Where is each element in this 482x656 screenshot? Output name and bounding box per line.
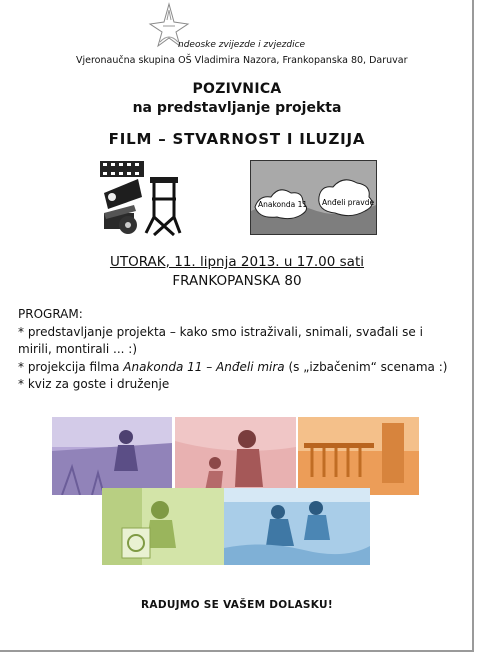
program-item-screening bbox=[18, 359, 458, 377]
program-heading: PROGRAM: bbox=[18, 307, 83, 321]
photo-red bbox=[175, 417, 296, 495]
program-item-quiz: * kviz za goste i druženje bbox=[18, 377, 170, 391]
photo-purple bbox=[52, 417, 172, 495]
film-title: Anakonda 11 – Anđeli mira bbox=[123, 359, 285, 374]
screening-suffix: (s „izbačenim“ scenama :) bbox=[284, 359, 448, 374]
photo-blue bbox=[224, 488, 370, 565]
program-section bbox=[18, 306, 458, 394]
closing-message: RADUJMO SE VAŠEM DOLASKU! bbox=[141, 599, 333, 611]
cloud-label-right: Anđeli pravde bbox=[322, 198, 375, 207]
film-clipart-image bbox=[98, 157, 182, 237]
screening-prefix: * projekcija filma bbox=[18, 359, 124, 374]
event-date-time: UTORAK, 11. lipnja 2013. u 17.00 sati bbox=[109, 254, 365, 270]
org-group: Vjeronaučna skupina OŠ Vladimira Nazora, Frankopanska 80, Daruvar bbox=[76, 55, 408, 66]
org-name: ndeoske zvijezde i zvjezdice bbox=[178, 40, 306, 50]
cloud-label-left: Anakonda 11 bbox=[258, 200, 308, 209]
event-address: FRANKOPANSKA 80 bbox=[172, 273, 302, 289]
photo-green bbox=[102, 488, 224, 565]
invitation-subheading: na predstavljanje projekta bbox=[132, 100, 342, 116]
photo-orange bbox=[298, 417, 419, 495]
clouds-image bbox=[250, 160, 377, 235]
program-item-presentation-cont: mirili, montirali ... :) bbox=[18, 342, 138, 356]
invitation-heading: POZIVNICA bbox=[192, 81, 282, 97]
project-title: FILM – STVARNOST I ILUZIJA bbox=[108, 130, 366, 148]
program-item-presentation: * predstavljanje projekta – kako smo istraživali, snimali, svađali se i bbox=[18, 324, 423, 339]
